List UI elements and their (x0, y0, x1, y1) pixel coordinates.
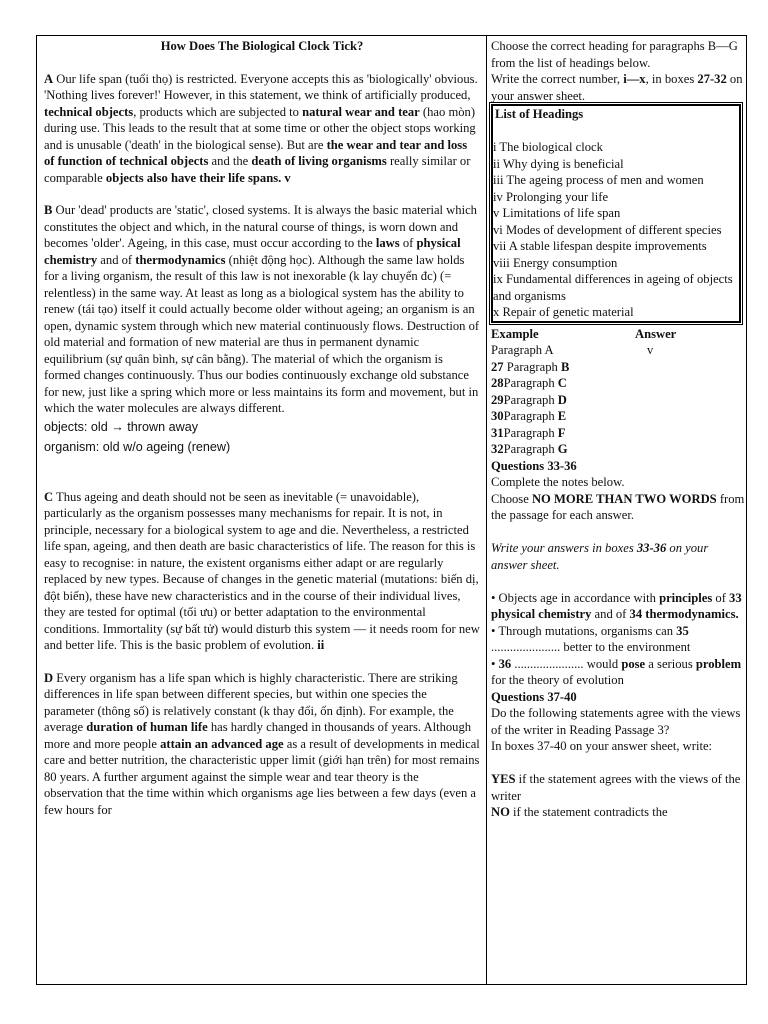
heading-item: x Repair of genetic material (493, 305, 634, 319)
spacer (491, 755, 746, 772)
paragraph-letter: F (557, 425, 566, 440)
text: of (712, 590, 730, 605)
text: Thus ageing and death should not be seen as inevitable (= unavoidable), particularly as the organism possesses many mechanisms for repair. It is not, in principle, necessary for a biological system to age and die. Nevertheless, a restricted life span, ageing, and then death are basic characteristics of life. The reason for this is easy to recognise: in nature, the existent organisms either adapt or are regularly replaced by new types. Because of changes in the genetic material (mutations: biến dị, đột biến), these have new characteristics and in the course of their individual lives, they are tested for optimal (tối ưu) or better adaptation to the environmental conditions. Immortality (sự bất tử) would disturb this system — it needs room for new and better life. This is the basic problem of evolution. (44, 489, 480, 652)
bold-text: 33 physical chemistry (491, 590, 742, 621)
question-row (491, 359, 746, 376)
questions-33-36-title (491, 458, 746, 475)
question-row (491, 392, 746, 409)
bold-text: the wear and tear and loss of function of technical objects (44, 137, 468, 168)
bold-text: principles (659, 590, 713, 605)
example-answer: v (647, 343, 654, 357)
text: really similar or comparable (44, 154, 471, 185)
heading-item: vii A stable lifespan despite improvements (493, 239, 707, 253)
bold-text: physical chemistry (44, 236, 461, 267)
text: ...................... would (511, 656, 622, 671)
text: from the passage for each answer. (491, 491, 745, 522)
bold-text: thermodynamics (135, 252, 226, 267)
text: (hao mòn) during use. This leads to the result that at some time or other the object stops working and is unusable ('death' in the biological sense). But are (44, 104, 476, 152)
handwritten-note-organism: organism: old w/o ageing (renew) (44, 439, 231, 454)
instructions-intro: Choose the correct heading for paragraphs B—G from the list of headings below. (491, 39, 738, 70)
heading-item: ii Why dying is beneficial (493, 156, 624, 171)
heading-item: vi Modes of development of different species (493, 222, 722, 237)
text: Paragraph (503, 442, 558, 456)
passage-title: How Does The Biological Clock Tick? (160, 39, 364, 53)
handwritten-note-objects: objects: old → thrown away (44, 419, 198, 434)
question-number: 27 (491, 359, 504, 374)
bold-text: 34 thermodynamics. (629, 607, 739, 621)
text: as a result of developments in medical care and better nutrition, the characteristic upper limit (giới hạn trên) for most remains 80 years. A further argument against the simple wear and tear theory is the observation that the time within which organisms age lies between a few days (even a few hours for (44, 736, 480, 817)
instruction-line: Complete the notes below. (491, 475, 625, 489)
bold-text: Questions 33-36 (491, 458, 577, 473)
text: , products which are subjected to (133, 104, 303, 119)
paragraph-letter: B (560, 359, 570, 374)
paragraph-letter: D (44, 670, 54, 685)
example-header-row (491, 326, 746, 343)
questions-column (487, 36, 747, 984)
text: Write your answers in boxes (491, 541, 637, 555)
instruction-line: In boxes 37-40 on your answer sheet, write: (491, 739, 713, 753)
note-bullet (491, 590, 746, 623)
bold-text: NO (491, 805, 510, 819)
instruction-line (491, 540, 746, 573)
text: if the statement contradicts the (509, 805, 668, 819)
paragraph-b (44, 202, 480, 417)
text: ...................... better to the environment (491, 640, 691, 654)
questions-37-40-title (491, 689, 746, 706)
text: Choose (491, 491, 532, 506)
bold-text: 33-36 (636, 541, 667, 555)
example-row (491, 342, 746, 359)
paragraph-letter: B (44, 203, 53, 217)
text: Every organism has a life span which is highly characteristic. There are striking differences in life span between different species, but within one species the parameter (thông số) is relatively constant (k thay đổi, ổn định). For example, the average (44, 670, 458, 734)
paragraph-letter: E (557, 409, 567, 423)
note-bullet (491, 656, 746, 689)
bold-text: YES (491, 772, 516, 786)
bold-text: technical objects (44, 104, 134, 119)
bold-text: i—x (623, 72, 646, 86)
paragraph-letter: G (557, 442, 568, 456)
bold-text: 27-32 (697, 72, 727, 86)
list-of-headings-box (491, 104, 741, 323)
instruction-line (491, 491, 746, 524)
question-row (491, 441, 746, 458)
paragraph-d (44, 670, 480, 819)
bold-text: objects also have their life spans. v (105, 170, 291, 185)
spacer (491, 573, 746, 590)
paragraph-a (44, 71, 480, 187)
paragraph-letter: C (44, 489, 54, 504)
text: has hardly changed in thousands of years. Although more and more people (44, 720, 472, 751)
no-definition (491, 804, 746, 821)
text: and of (591, 607, 630, 621)
bold-text: laws (375, 236, 400, 250)
bold-text: death of living organisms (251, 154, 387, 168)
text: Our life span (tuổi thọ) is restricted. Everyone accepts this as 'biologically' obvious. 'Nothing lives forever!' However, in this statement, we think of artificially produced, (44, 71, 478, 102)
heading-item: i The biological clock (493, 140, 603, 154)
spacer (493, 123, 739, 140)
reading-passage-column (37, 36, 487, 984)
heading-item: iv Prolonging your life (493, 189, 609, 204)
text: Paragraph (503, 359, 561, 374)
question-row (491, 425, 746, 442)
bold-text: duration of human life (86, 720, 208, 734)
text: • (491, 656, 499, 671)
paragraph-letter: D (557, 392, 567, 407)
question-number: 31 (491, 425, 504, 440)
heading-item: iii The ageing process of men and women (493, 173, 704, 187)
text: , in boxes (645, 72, 698, 86)
paragraph-letter: C (557, 376, 567, 390)
text: Paragraph (503, 425, 558, 440)
text: on your answer sheet. (491, 72, 743, 103)
bold-text: 36 (498, 656, 512, 671)
question-row (491, 375, 746, 392)
bold-text: 35 (676, 623, 689, 638)
spacer (44, 457, 480, 489)
instruction-line: Do the following statements agree with the views of the writer in Reading Passage 3? (491, 706, 741, 737)
answer-label: Answer (635, 326, 677, 341)
text: • Objects age in accordance with (491, 590, 660, 605)
heading-item: ix Fundamental differences in ageing of objects and organisms (493, 272, 733, 303)
text: and of (97, 252, 136, 267)
paragraph-c (44, 489, 480, 654)
text: Paragraph (503, 392, 558, 407)
text: on your answer sheet. (491, 541, 709, 572)
paragraph-letter: A (44, 71, 54, 86)
example-paragraph: Paragraph A (491, 343, 554, 357)
bold-text: attain an advanced age (160, 736, 284, 751)
note-bullet (491, 623, 746, 656)
text: for the theory of evolution (491, 673, 624, 687)
document-page (36, 35, 747, 985)
text: if the statement agrees with the views of the writer (491, 772, 741, 803)
list-of-headings-title: List of Headings (495, 107, 584, 121)
text: Paragraph (503, 409, 558, 423)
text: of (399, 236, 417, 250)
text: and the (208, 154, 252, 168)
bold-text: problem (695, 656, 742, 671)
spacer (491, 524, 746, 541)
example-label: Example (491, 326, 539, 341)
text: Write the correct number, (491, 72, 624, 86)
instructions-write (491, 71, 746, 104)
text: Our 'dead' products are 'static', closed systems. It is always the basic material which constitutes the object and which, in the natural course of things, is worn down and becomes 'older'. Ageing, in this case, must occur according to the (44, 203, 477, 250)
bold-text: Questions 37-40 (491, 689, 577, 704)
question-number: 29 (491, 392, 504, 407)
text: a serious (645, 656, 696, 671)
heading-item: viii Energy consumption (493, 255, 618, 270)
bold-text: ii (317, 638, 325, 652)
bold-text: pose (621, 656, 646, 671)
bold-text: NO MORE THAN TWO WORDS (531, 491, 717, 506)
text: (nhiệt động học). Although the same law holds for a living organism, the result of this law is not inexorable (k lay chuyển đc) (= relentless) in the same way. At least as long as a biological system has the ability to renew (tái tạo) itself it could actually become older without ageing; an organism is an open, dynamic system through which new material continuously flows. Destruction of old material and formation of new material are thus in permanent dynamic equilibrium (sự quân bình, sự cân bằng). The material of which the organism is formed changes continuously. Thus our bodies continuously exchange old substance for new, just like a spring which more or less maintains its form and movement, but in which the water molecules are always different. (44, 252, 480, 415)
question-number: 32 (491, 442, 504, 456)
question-number: 30 (491, 409, 504, 423)
text: Paragraph (503, 376, 558, 390)
question-number: 28 (491, 376, 504, 390)
heading-item: v Limitations of life span (493, 206, 621, 220)
yes-definition (491, 771, 746, 804)
text: • Through mutations, organisms can (491, 623, 677, 638)
question-row (491, 408, 746, 425)
bold-text: natural wear and tear (302, 104, 420, 119)
